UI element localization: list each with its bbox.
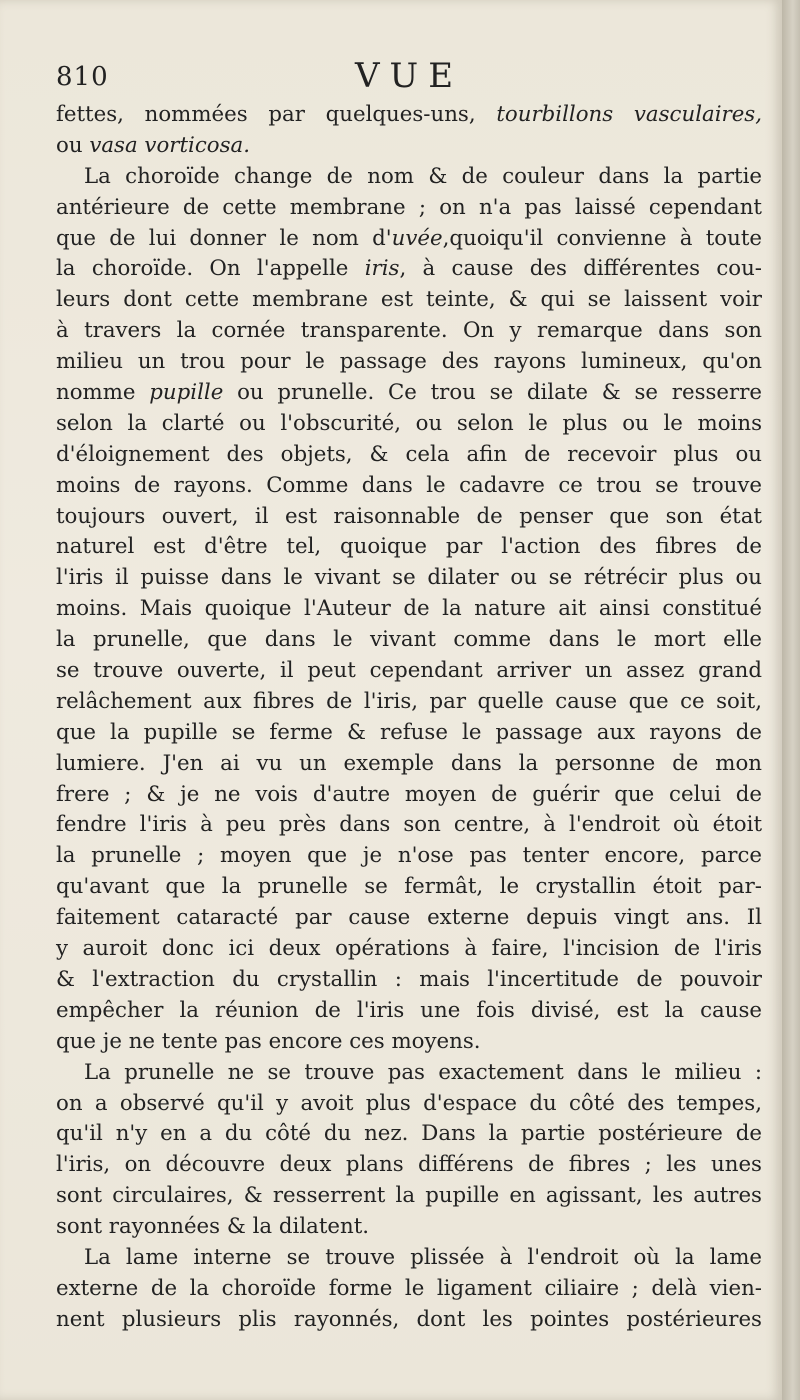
- text-line: [56, 841, 762, 872]
- text-run: moins de rayons. Comme dans le cadavre ce trou se trouve: [56, 472, 762, 498]
- text-line: [56, 131, 762, 162]
- text-run: la choroïde. On l'appelle: [56, 256, 365, 282]
- text-line: [56, 1274, 762, 1305]
- text-run: La prunelle ne se trouve pas exactement dans le milieu :: [84, 1059, 762, 1085]
- text-run: qu'avant que la prunelle se fermât, le crystallin étoit par-: [56, 874, 762, 900]
- text-line: [56, 100, 762, 131]
- italic-text: uvée: [391, 225, 443, 251]
- text-run: milieu un trou pour le passage des rayons lumineux, qu'on: [56, 349, 762, 375]
- text-run: selon la clarté ou l'obscurité, ou selon le plus ou le moins: [56, 410, 762, 436]
- text-run: la prunelle ; moyen que je n'ose pas tenter encore, parce: [56, 843, 762, 869]
- text-run: ou prunelle. Ce trou se dilate & se resserre: [223, 380, 762, 406]
- running-head: VUE: [354, 56, 464, 96]
- text-line: [56, 502, 762, 533]
- text-run: se trouve ouverte, il peut cependant arriver un assez grand: [56, 658, 762, 684]
- text-line: [56, 810, 762, 841]
- text-line: [56, 254, 762, 285]
- text-run: faitement cataracté par cause externe depuis vingt ans. Il: [56, 905, 762, 931]
- text-run: nomme: [56, 380, 150, 406]
- text-run: toujours ouvert, il est raisonnable de penser que son état: [56, 503, 762, 529]
- text-line: [56, 749, 762, 780]
- italic-text: tourbillons vasculaires,: [496, 102, 762, 127]
- text-line: [56, 1181, 762, 1212]
- text-run: La lame interne se trouve plissée à l'endroit où la lame: [84, 1244, 762, 1270]
- text-run: ,quoiqu'il convienne à toute: [442, 225, 762, 251]
- text-run: antérieure de cette membrane ; on n'a pas laissé cependant: [56, 194, 762, 220]
- italic-text: iris: [364, 256, 400, 282]
- text-line: [56, 872, 762, 903]
- page-number: 810: [56, 62, 109, 92]
- text-run: fettes, nommées par quelques-uns,: [56, 102, 497, 127]
- text-line: [56, 162, 762, 193]
- text-run: , à cause des différentes cou-: [399, 256, 762, 282]
- text-line: [56, 656, 762, 687]
- text-run: l'iris, on découvre deux plans différens de fibres ; les unes: [56, 1152, 762, 1178]
- text-run: empêcher la réunion de l'iris une fois divisé, est la cause: [56, 997, 762, 1023]
- text-line: [56, 903, 762, 934]
- text-line: [56, 440, 762, 471]
- text-line: [56, 625, 762, 656]
- text-line: [56, 471, 762, 502]
- text-line: [56, 594, 762, 625]
- text-line: [56, 1089, 762, 1120]
- text-line: [56, 378, 762, 409]
- text-run: frere ; & je ne vois d'autre moyen de guérir que celui de: [56, 781, 762, 807]
- italic-text: pupille: [149, 380, 224, 406]
- text-run: relâchement aux fibres de l'iris, par quelle cause que ce soit,: [56, 688, 762, 714]
- text-line: [56, 996, 762, 1027]
- text-line: [56, 1119, 762, 1150]
- text-run: nent plusieurs plis rayonnés, dont les pointes postérieures: [56, 1306, 762, 1332]
- text-line: [56, 285, 762, 316]
- page-edge: [782, 0, 800, 1400]
- text-run: y auroit donc ici deux opérations à faire, l'incision de l'iris: [56, 936, 762, 962]
- text-line: [56, 965, 762, 996]
- text-run: lumiere. J'en ai vu un exemple dans la personne de mon: [56, 750, 762, 776]
- text-line: [56, 1150, 762, 1181]
- text-line: [56, 687, 762, 718]
- text-line: [56, 224, 762, 255]
- page-header: [56, 56, 762, 96]
- text-line: [56, 347, 762, 378]
- text-line: [56, 718, 762, 749]
- italic-text: vasa vorticosa.: [89, 132, 250, 158]
- text-line: [56, 780, 762, 811]
- text-line: [56, 563, 762, 594]
- text-line: [56, 1212, 762, 1243]
- body-text: [56, 100, 762, 1336]
- text-line: [56, 1243, 762, 1274]
- text-run: d'éloignement des objets, & cela afin de recevoir plus ou: [56, 441, 762, 467]
- text-run: qu'il n'y en a du côté du nez. Dans la partie postérieure de: [56, 1121, 762, 1147]
- text-run: l'iris il puisse dans le vivant se dilater ou se rétrécir plus ou: [56, 565, 762, 591]
- text-run: & l'extraction du crystallin : mais l'incertitude de pouvoir: [56, 966, 762, 992]
- text-run: moins. Mais quoique l'Auteur de la nature ait ainsi constitué: [56, 596, 762, 622]
- text-line: [56, 934, 762, 965]
- text-run: à travers la cornée transparente. On y remarque dans son: [56, 318, 762, 344]
- text-run: fendre l'iris à peu près dans son centre, à l'endroit où étoit: [56, 812, 762, 838]
- text-line: [56, 1305, 762, 1336]
- text-line: [56, 409, 762, 440]
- text-run: sont rayonnées & la dilatent.: [56, 1214, 370, 1240]
- text-run: externe de la choroïde forme le ligament ciliaire ; delà vien-: [56, 1275, 762, 1301]
- text-line: [56, 1058, 762, 1089]
- text-run: sont circulaires, & resserrent la pupille en agissant, les autres: [56, 1183, 762, 1209]
- text-line: [56, 532, 762, 563]
- text-run: La choroïde change de nom & de couleur dans la partie: [84, 163, 762, 189]
- text-run: que de lui donner le nom d': [56, 225, 392, 251]
- text-line: [56, 1027, 762, 1058]
- text-run: que je ne tente pas encore ces moyens.: [56, 1028, 481, 1054]
- text-run: la prunelle, que dans le vivant comme dans le mort elle: [56, 627, 762, 653]
- text-run: on a observé qu'il y avoit plus d'espace du côté des tempes,: [56, 1090, 762, 1116]
- text-run: leurs dont cette membrane est teinte, & qui se laissent voir: [56, 287, 762, 313]
- text-run: que la pupille se ferme & refuse le passage aux rayons de: [56, 719, 762, 745]
- text-run: ou: [56, 132, 90, 158]
- text-run: naturel est d'être tel, quoique par l'action des fibres de: [56, 534, 762, 560]
- text-line: [56, 316, 762, 347]
- text-line: [56, 193, 762, 224]
